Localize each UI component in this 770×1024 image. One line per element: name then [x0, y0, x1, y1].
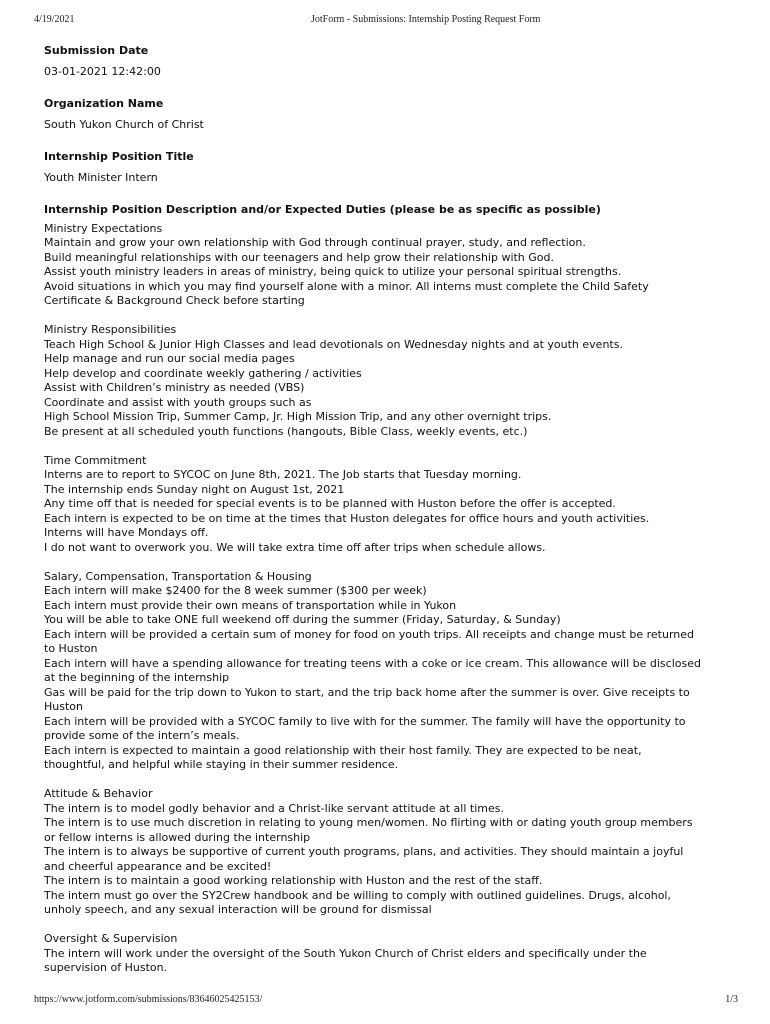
field-label: Internship Position Title: [44, 150, 194, 163]
section-attitude-behavior: Attitude & Behavior The intern is to model godly behavior and a Christ-like servant attitude at all times. The intern is to use much discretion in relating to young men/women. No flirting with or dating youth group members or fellow interns is allowed during the internship The intern is to always be supportive of current youth programs, plans, and activities. They should maintain a joyful and cheerful appearance and be excited! The intern is to maintain a good working relationship with Huston and the rest of the staff. The intern must go over the SY2Crew handbook and be willing to comply with outlined guidelines. Drugs, alcohol, unholy speech, and any sexual interaction will be ground for dismissal: [44, 787, 693, 916]
print-header-title: JotForm - Submissions: Internship Posting Request Form: [311, 14, 541, 25]
field-organization-name: [44, 97, 734, 132]
section-salary-compensation: Salary, Compensation, Transportation & Housing Each intern will make $2400 for the 8 week summer ($300 per week) Each intern must provide their own means of transportation while in Yukon You will be able to take ONE full weekend off during the summer (Friday, Saturday, & Sunday) Each intern will be provided a certain sum of money for food on youth trips. All receipts and change must be returned to Huston Each intern will have a spending allowance for treating teens with a coke or ice cream. This allowance will be disclosed at the beginning of the internship Gas will be paid for the trip down to Yukon to start, and the trip back home after the summer is over. Give receipts to Huston Each intern will be provided with a SYCOC family to live with for the summer. The family will have the opportunity to provide some of the intern’s meals. Each intern is expected to maintain a good relationship with their host family. They are expected to be neat, thoughtful, and helpful while staying in their summer residence.: [44, 569, 701, 771]
section-ministry-expectations: Ministry Expectations Maintain and grow your own relationship with God through continual prayer, study, and reflection. Build meaningful relationships with our teenagers and help grow their relationship with God. Assist youth ministry leaders in areas of ministry, being quick to utilize your personal spiritual strengths. Avoid situations in which you may find yourself alone with a minor. All interns must complete the Child Safety Certificate & Background Check before starting: [44, 221, 649, 307]
section-oversight-supervision: Oversight & Supervision The intern will work under the oversight of the South Yukon Church of Christ elders and specifically under the supervision of Huston.: [44, 932, 647, 974]
field-label: Internship Position Description and/or Expected Duties (please be as specific as possible): [44, 203, 601, 216]
field-value: Youth Minister Intern: [44, 170, 158, 184]
field-label: Submission Date: [44, 44, 149, 57]
field-value: South Yukon Church of Christ: [44, 117, 204, 131]
field-position-title: [44, 150, 734, 185]
section-time-commitment: Time Commitment Interns are to report to SYCOC on June 8th, 2021. The Job starts that Tuesday morning. The internship ends Sunday night on August 1st, 2021 Any time off that is needed for special events is to be planned with Huston before the offer is accepted. Each intern is expected to be on time at the times that Huston delegates for office hours and youth activities. Interns will have Mondays off. I do not want to overwork you. We will take extra time off after trips when schedule allows.: [44, 453, 650, 554]
print-date: 4/19/2021: [34, 14, 75, 25]
field-position-description: [44, 203, 734, 976]
print-url: https://www.jotform.com/submissions/83646025425153/: [34, 994, 263, 1005]
page-number: 1/3: [725, 994, 738, 1005]
field-value: 03-01-2021 12:42:00: [44, 64, 161, 78]
section-ministry-responsibilities: Ministry Responsibilities Teach High School & Junior High Classes and lead devotionals on Wednesday nights and at youth events. Help manage and run our social media pages Help develop and coordinate weekly gathering / activities Assist with Children’s ministry as needed (VBS) Coordinate and assist with youth groups such as High School Mission Trip, Summer Camp, Jr. High Mission Trip, and any other overnight trips. Be present at all scheduled youth functions (hangouts, Bible Class, weekly events, etc.): [44, 323, 623, 438]
field-submission-date: [44, 44, 734, 79]
submission-content: [44, 44, 734, 994]
field-label: Organization Name: [44, 97, 164, 110]
